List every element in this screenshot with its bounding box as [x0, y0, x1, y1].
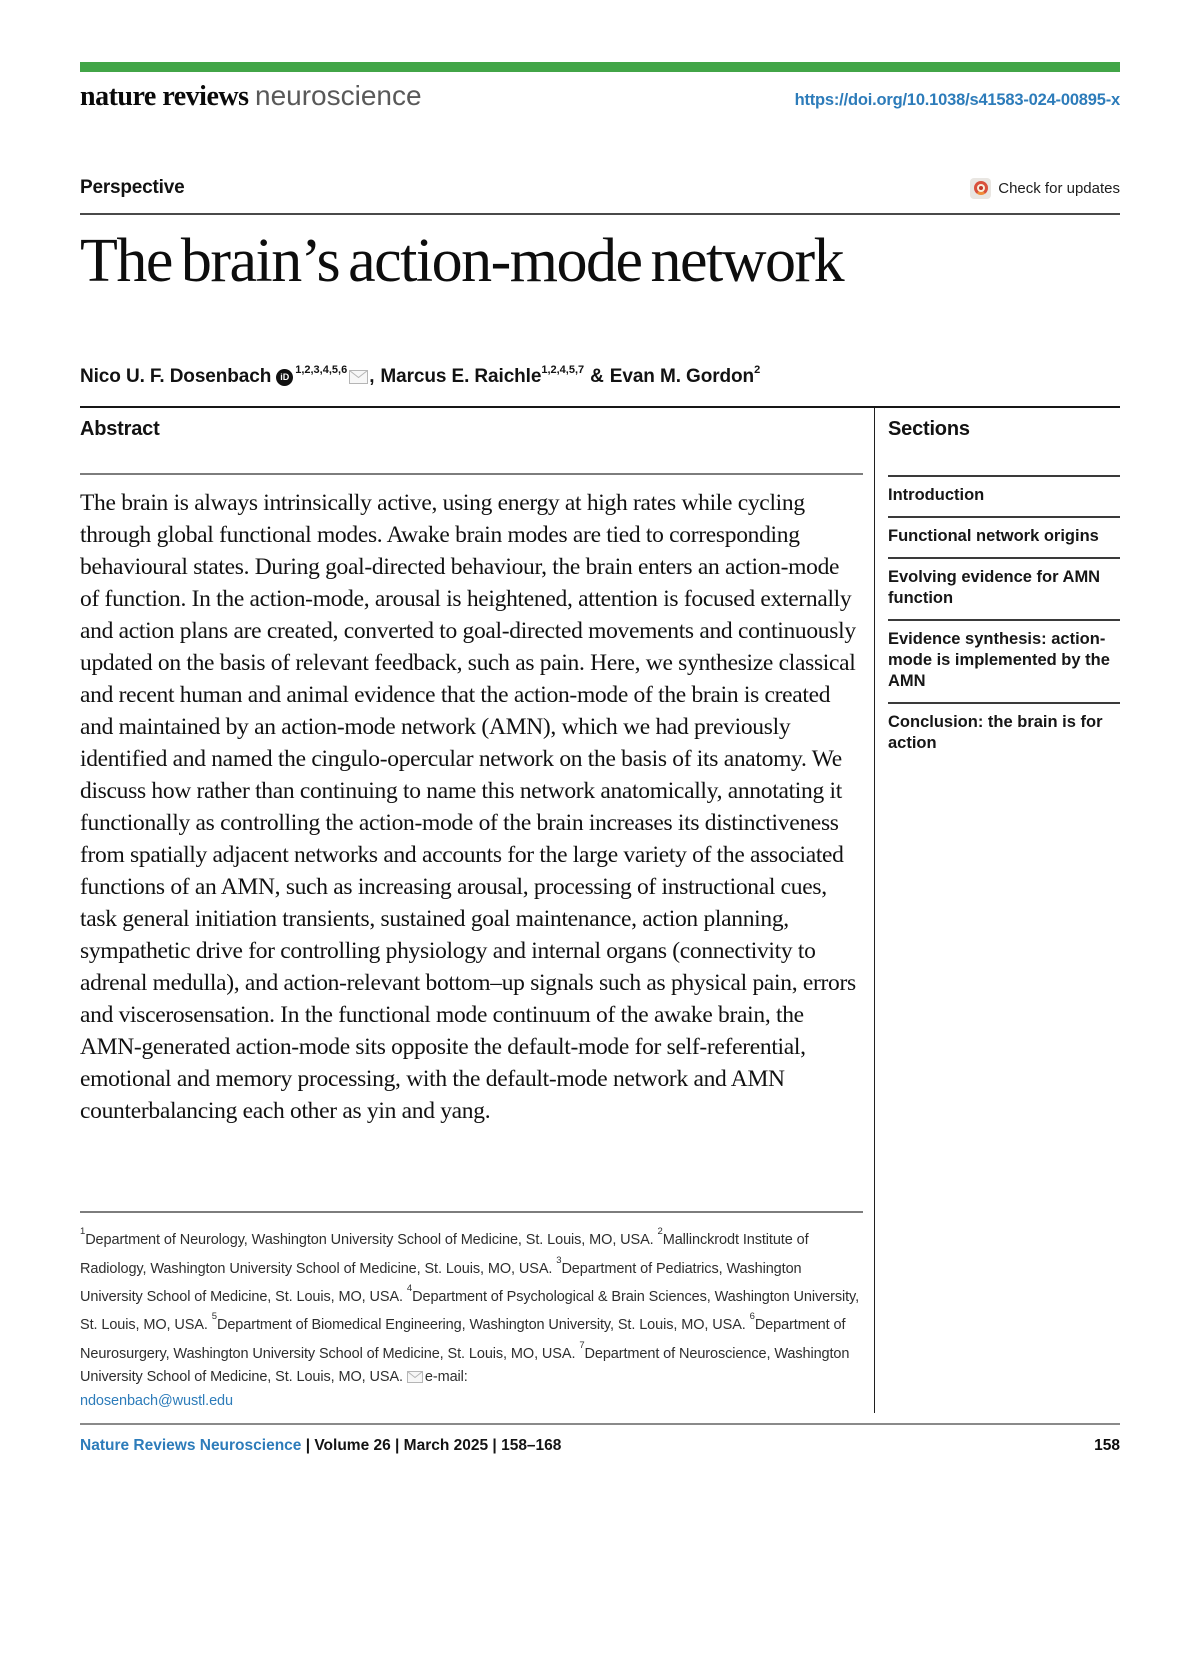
- email-label: e-mail:: [424, 1369, 468, 1386]
- section-link-evolving-evidence[interactable]: Evolving evidence for AMN function: [888, 557, 1120, 619]
- orcid-icon[interactable]: iD: [276, 369, 293, 386]
- author-affiliations-3: 2: [754, 364, 761, 377]
- sections-sidebar: [888, 408, 1120, 1413]
- corresponding-email-link[interactable]: ndosenbach@wustl.edu: [80, 1392, 233, 1409]
- journal-brand-bar: [80, 62, 1120, 72]
- sections-heading: Sections: [888, 418, 970, 441]
- section-link-evidence-synthesis[interactable]: Evidence synthesis: action-mode is implemented by the AMN: [888, 619, 1120, 702]
- author-separator-amp: &: [590, 366, 604, 388]
- doi-container: [795, 91, 1120, 110]
- author-name-1: Nico U. F. Dosenbach: [80, 366, 272, 388]
- email-envelope-icon[interactable]: [349, 368, 368, 390]
- page-number: 158: [1094, 1437, 1120, 1455]
- abstract-text: The brain is always intrinsically active, using energy at high rates while cycling through global functional modes. Awake brain modes are tied to corresponding behavioural states. During goal-directed behaviour, the brain enters an action-mode of function. In the action-mode, arousal is heightened, attention is focused externally and action plans are created, converted to goal-directed movements and continuously updated on the basis of relevant feedback, such as pain. Here, we synthesize classical and recent human and animal evidence that the action-mode of the brain is created and maintained by an action-mode network (AMN), which we had previously identified and named the cingulo-opercular network on the basis of its anatomy. We discuss how rather than continuing to name this network anatomically, annotating it functionally as controlling the action-mode of the brain increases its distinctiveness from spatially adjacent networks and accounts for the large variety of the associated functions of an AMN, such as increasing arousal, processing of instructional cues, task general initiation transients, sustained goal maintenance, action planning, sympathetic drive for controlling physiology and internal organs (connectivity to adrenal medulla), and action-relevant bottom–up signals such as physical pain, errors and viscerosensation. In the functional mode continuum of the awake brain, the AMN-generated action-mode sits opposite the default-mode for self-referential, emotional and memory processing, with the default-mode network and AMN counterbalancing each other as yin and yang.: [80, 490, 856, 1125]
- footer-journal-link[interactable]: Nature Reviews Neuroscience: [80, 1437, 302, 1455]
- author-affiliations-1: 1,2,3,4,5,6: [295, 364, 348, 377]
- article-type-row: [80, 177, 1120, 199]
- check-for-updates-label: Check for updates: [998, 179, 1120, 197]
- journal-logo: [80, 80, 422, 113]
- journal-logo-subtitle: neuroscience: [255, 80, 422, 111]
- two-column-body: [80, 408, 1120, 1413]
- author-name-3: Evan M. Gordon: [609, 366, 755, 388]
- footer-divider: [80, 1423, 1120, 1425]
- section-link-introduction[interactable]: Introduction: [888, 475, 1120, 516]
- abstract-column: [80, 408, 863, 1413]
- abstract-heading: Abstract: [80, 418, 160, 441]
- article-type-label: Perspective: [80, 177, 185, 198]
- affiliations-footnote: [80, 1211, 863, 1413]
- author-separator: ,: [369, 366, 375, 388]
- footer-volume-info: | Volume 26 | March 2025 | 158–168: [301, 1437, 562, 1455]
- doi-link[interactable]: https://doi.org/10.1038/s41583-024-00895-x: [794, 91, 1120, 109]
- divider-under-abstract-heading: [80, 473, 863, 475]
- page-title: The brain’s action-mode network: [80, 227, 844, 295]
- author-affiliations-2: 1,2,4,5,7: [541, 364, 585, 377]
- sections-list: [888, 475, 1120, 764]
- email-envelope-icon-small: [407, 1371, 423, 1387]
- journal-logo-name: nature reviews: [80, 81, 249, 112]
- page-footer: [80, 1437, 1120, 1455]
- column-divider: [874, 408, 875, 1413]
- crossmark-icon: [970, 178, 991, 199]
- divider-under-article-type: [80, 213, 1120, 215]
- affiliations-text: $^1$Department of Neurology, Washington University School of Medicine, St. Louis, MO, USA. $^2$Mallinckrodt Institute of Radiology, Washington University School of Medicine, St. Louis, MO, USA. $^3$Department of Pediatrics, Washington University School of Medicine, St. Louis, MO, USA. $^4$Department of Psychological & Brain Sciences, Washington University, St. Louis, MO, USA. $^5$Department of Biomedical Engineering, Washington University, St. Louis, MO, USA. $^6$Department of Neurosurgery, Washington University School of Medicine, St. Louis, MO, USA. $^7$Department of Neuroscience, Washington University School of Medicine, St. Louis, MO, USA. e-mail: ndosenbach@wustl.edu: [80, 1226, 860, 1409]
- check-for-updates-button[interactable]: [970, 178, 1120, 199]
- journal-header: [80, 80, 1120, 113]
- footer-citation: [80, 1437, 561, 1455]
- section-link-conclusion[interactable]: Conclusion: the brain is for action: [888, 702, 1120, 764]
- author-line: [80, 366, 1120, 388]
- section-link-functional-network-origins[interactable]: Functional network origins: [888, 516, 1120, 557]
- article-page: [0, 62, 1200, 1455]
- author-name-2: Marcus E. Raichle: [380, 366, 542, 388]
